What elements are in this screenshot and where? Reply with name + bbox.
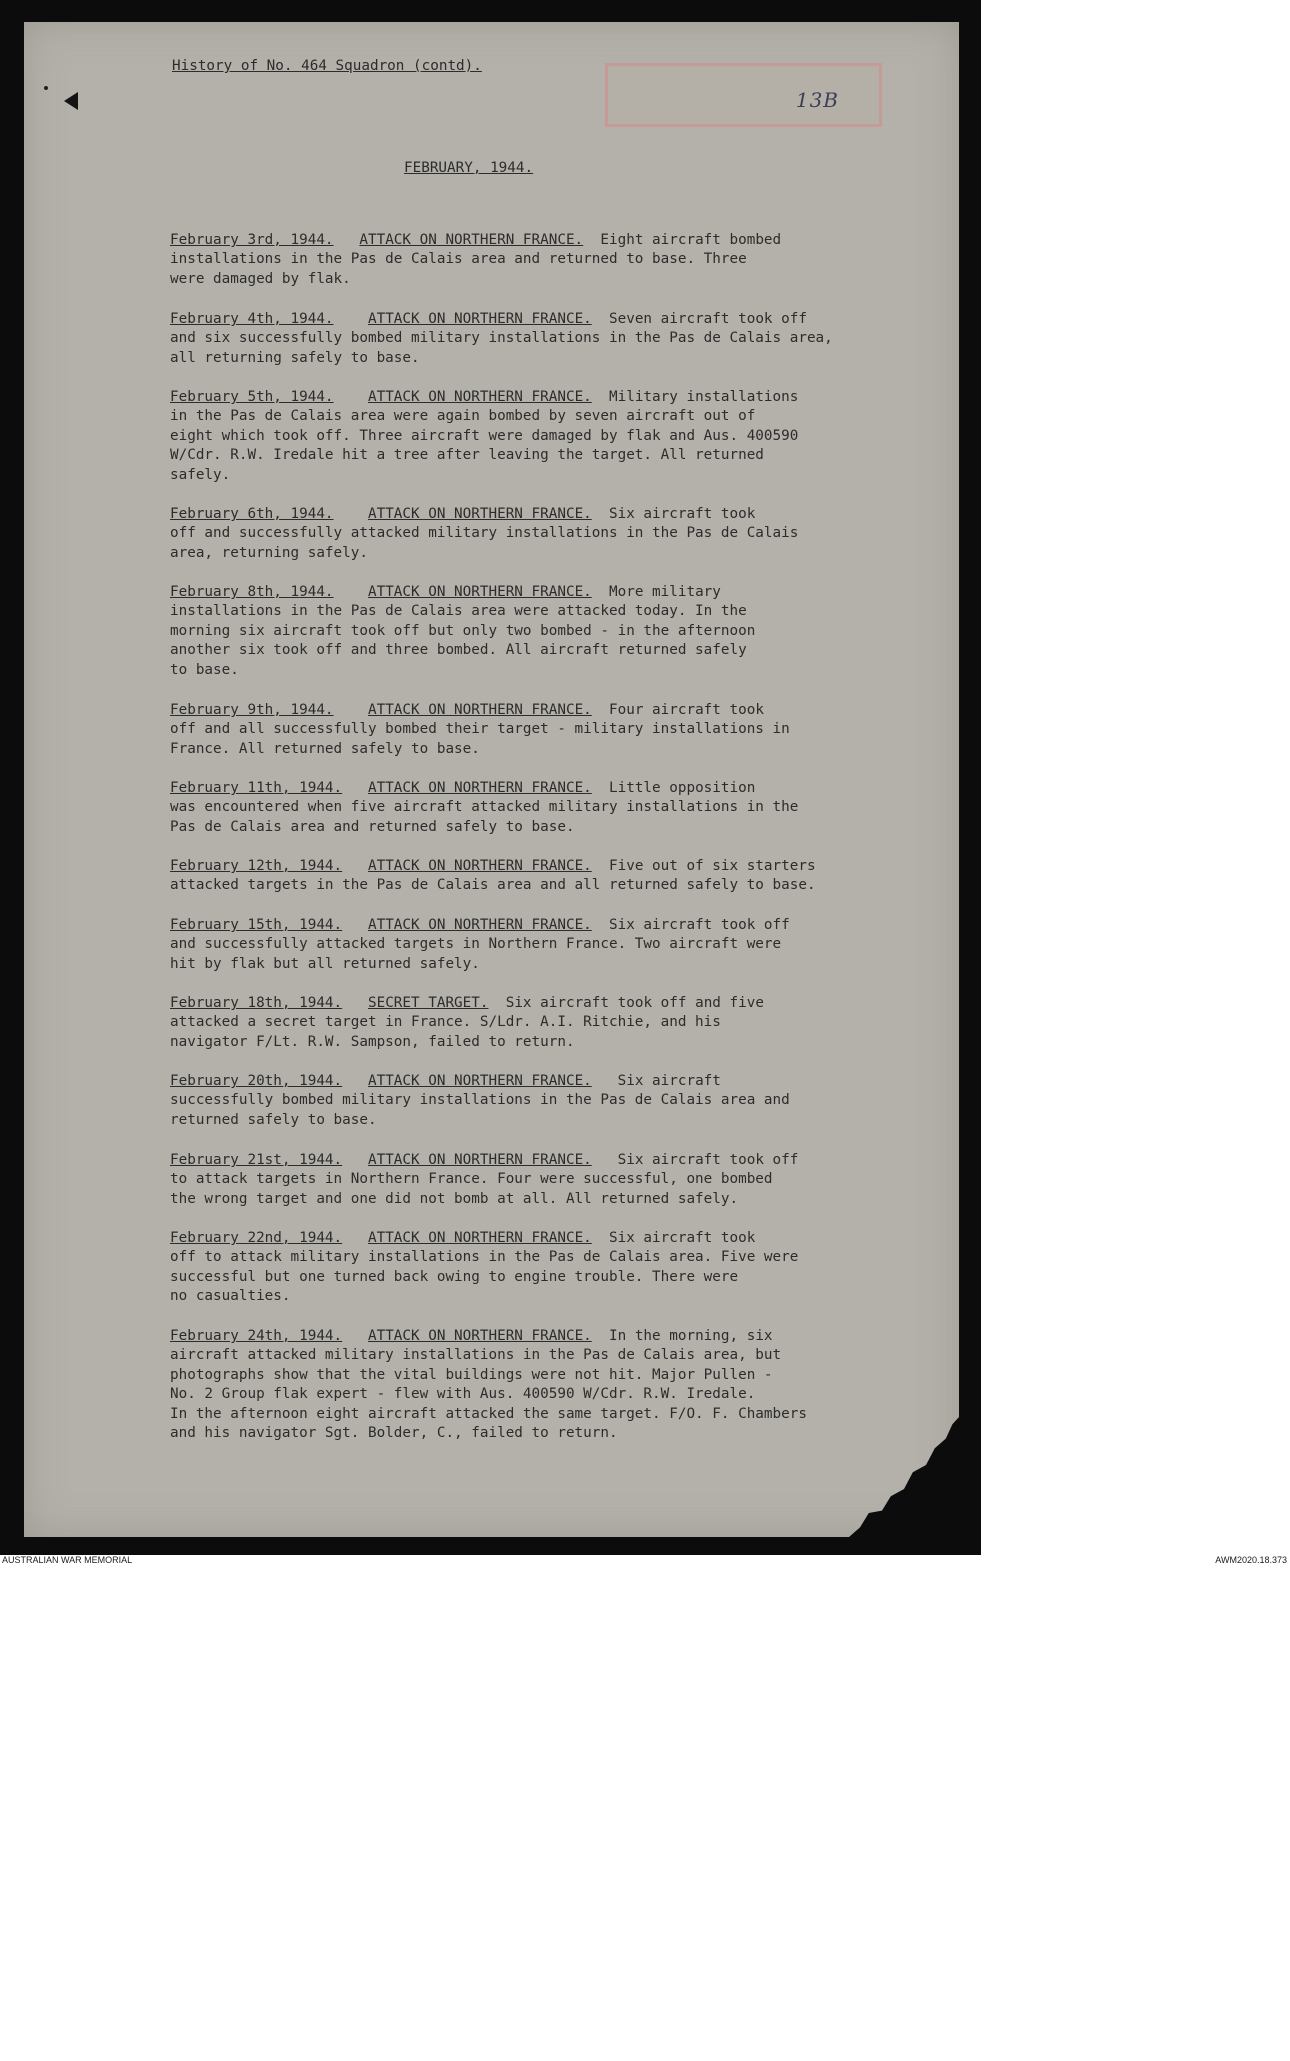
entry-date: February 9th, 1944. <box>170 702 334 718</box>
entry-text: France. All returned safely to base. <box>170 740 480 757</box>
entry-text: attacked a secret target in France. S/Ldr. A.I. Ritchie, and his <box>170 1014 721 1031</box>
entry-text: Five out of six starters <box>609 858 816 874</box>
diary-entry <box>170 916 930 974</box>
entry-text: Eight aircraft bombed <box>600 232 782 248</box>
entry-text: was encountered when five aircraft attacked military installations in the <box>170 799 799 816</box>
entry-text: safely. <box>170 466 231 483</box>
entry-date: February 6th, 1944. <box>170 506 334 522</box>
entry-text: installations in the Pas de Calais area were attacked today. In the <box>170 603 747 620</box>
entry-date: February 21st, 1944. <box>170 1152 343 1168</box>
entry-text: In the morning, six <box>609 1328 773 1344</box>
entry-heading: ATTACK ON NORTHERN FRANCE. <box>367 1073 592 1089</box>
ink-speck <box>44 86 48 90</box>
entry-text: photographs show that the vital buildings were not hit. Major Pullen - <box>170 1366 773 1383</box>
entry-text: Four aircraft took <box>609 702 764 718</box>
entry-date: February 4th, 1944. <box>170 311 334 327</box>
punch-hole-mark <box>64 92 78 110</box>
entry-text: and successfully attacked targets in Northern France. Two aircraft were <box>170 936 782 953</box>
entry-text: More military <box>609 584 721 600</box>
entry-text: W/Cdr. R.W. Iredale hit a tree after leaving the target. All returned <box>170 447 764 464</box>
entry-text: Six aircraft took off <box>617 1152 799 1168</box>
entry-text: no casualties. <box>170 1288 291 1305</box>
entry-date: February 5th, 1944. <box>170 389 334 405</box>
diary-entry <box>170 505 930 563</box>
entry-heading: SECRET TARGET. <box>367 995 489 1011</box>
entry-date: February 11th, 1944. <box>170 780 343 796</box>
entry-text: attacked targets in the Pas de Calais area and all returned safely to base. <box>170 877 816 894</box>
entry-heading: ATTACK ON NORTHERN FRANCE. <box>367 858 592 874</box>
entry-text: Little opposition <box>609 780 756 796</box>
entry-heading: ATTACK ON NORTHERN FRANCE. <box>367 389 592 405</box>
diary-entry <box>170 583 930 680</box>
entry-text: hit by flak but all returned safely. <box>170 955 480 972</box>
archive-stamp <box>605 63 882 127</box>
entry-text: Pas de Calais area and returned safely to base. <box>170 818 575 835</box>
entry-text: and six successfully bombed military installations in the Pas de Calais area, <box>170 330 833 347</box>
stamp-number: 13B <box>795 88 839 112</box>
diary-entry <box>170 1151 930 1209</box>
entry-heading: ATTACK ON NORTHERN FRANCE. <box>367 780 592 796</box>
entry-date: February 18th, 1944. <box>170 995 343 1011</box>
entry-heading: ATTACK ON NORTHERN FRANCE. <box>367 1152 592 1168</box>
entry-text: Six aircraft took off <box>609 917 790 933</box>
entry-heading: ATTACK ON NORTHERN FRANCE. <box>367 1328 592 1344</box>
archive-credit: AUSTRALIAN WAR MEMORIAL <box>2 1555 133 1565</box>
entry-heading: ATTACK ON NORTHERN FRANCE. <box>367 1230 592 1246</box>
entry-date: February 12th, 1944. <box>170 858 343 874</box>
entry-text: in the Pas de Calais area were again bombed by seven aircraft out of <box>170 408 756 425</box>
entry-text: returned safely to base. <box>170 1111 377 1128</box>
diary-entry <box>170 701 930 759</box>
entry-text: off and successfully attacked military installations in the Pas de Calais <box>170 525 799 542</box>
diary-entry <box>170 1327 930 1443</box>
entry-heading: ATTACK ON NORTHERN FRANCE. <box>367 506 592 522</box>
entry-date: February 24th, 1944. <box>170 1328 343 1344</box>
diary-entry <box>170 1072 930 1130</box>
diary-entry <box>170 1229 930 1307</box>
entry-text: Six aircraft took <box>609 1230 756 1246</box>
entry-text: successfully bombed military installations in the Pas de Calais area and <box>170 1092 790 1109</box>
entry-text: area, returning safely. <box>170 544 368 561</box>
entry-text: Seven aircraft took off <box>609 311 807 327</box>
document-title: History of No. 464 Squadron (contd). <box>172 58 482 74</box>
entry-text: off to attack military installations in the Pas de Calais area. Five were <box>170 1249 799 1266</box>
entry-text: Six aircraft took off and five <box>505 995 764 1011</box>
diary-entry <box>170 994 930 1052</box>
entry-text: all returning safely to base. <box>170 349 420 366</box>
entry-date: February 20th, 1944. <box>170 1073 343 1089</box>
entry-text: Military installations <box>609 389 799 405</box>
entry-text: another six took off and three bombed. All aircraft returned safely <box>170 642 747 659</box>
entry-text: successful but one turned back owing to engine trouble. There were <box>170 1268 739 1285</box>
entry-text: navigator F/Lt. R.W. Sampson, failed to return. <box>170 1033 575 1050</box>
entry-heading: ATTACK ON NORTHERN FRANCE. <box>367 702 592 718</box>
entry-date: February 15th, 1944. <box>170 917 343 933</box>
diary-entry <box>170 857 930 896</box>
diary-entry <box>170 310 930 368</box>
entry-date: February 3rd, 1944. <box>170 232 334 248</box>
entry-text: and his navigator Sgt. Bolder, C., failed to return. <box>170 1425 618 1442</box>
month-heading: FEBRUARY, 1944. <box>404 160 534 176</box>
entry-date: February 8th, 1944. <box>170 584 334 600</box>
entry-date: February 22nd, 1944. <box>170 1230 343 1246</box>
entry-text: aircraft attacked military installations in the Pas de Calais area, but <box>170 1347 782 1364</box>
diary-entry <box>170 388 930 485</box>
entry-text: installations in the Pas de Calais area and returned to base. Three <box>170 251 747 268</box>
entry-text: Six aircraft took <box>609 506 756 522</box>
entry-heading: ATTACK ON NORTHERN FRANCE. <box>367 584 592 600</box>
entry-text: eight which took off. Three aircraft were damaged by flak and Aus. 400590 <box>170 427 799 444</box>
entry-text: the wrong target and one did not bomb at all. All returned safely. <box>170 1190 739 1207</box>
entry-heading: ATTACK ON NORTHERN FRANCE. <box>367 311 592 327</box>
entry-text: to base. <box>170 661 239 678</box>
entry-text: morning six aircraft took off but only two bombed - in the afternoon <box>170 622 756 639</box>
entry-text: No. 2 Group flak expert - flew with Aus. 400590 W/Cdr. R.W. Iredale. <box>170 1386 756 1403</box>
entry-text: off and all successfully bombed their target - military installations in <box>170 721 790 738</box>
diary-entry <box>170 779 930 837</box>
entry-text: In the afternoon eight aircraft attacked the same target. F/O. F. Chambers <box>170 1405 807 1422</box>
entry-heading: ATTACK ON NORTHERN FRANCE. <box>367 917 592 933</box>
diary-entry <box>170 231 930 289</box>
entry-text: to attack targets in Northern France. Four were successful, one bombed <box>170 1171 773 1188</box>
entry-text: Six aircraft <box>617 1073 721 1089</box>
entry-text: were damaged by flak. <box>170 270 351 287</box>
entry-heading: ATTACK ON NORTHERN FRANCE. <box>359 232 584 248</box>
archive-reference: AWM2020.18.373 <box>1215 1555 1287 1565</box>
